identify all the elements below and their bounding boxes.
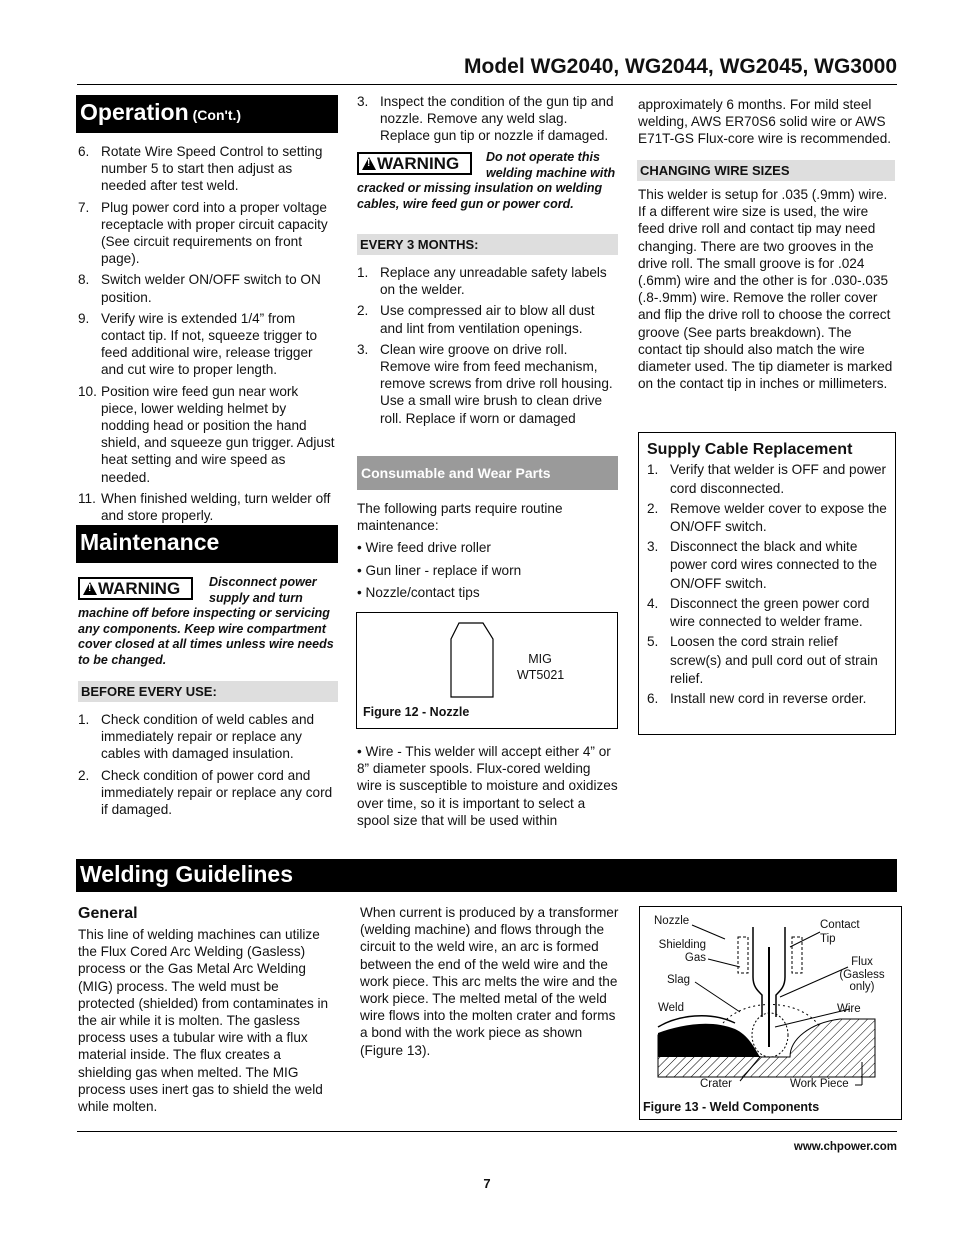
before-every-use-list [78, 711, 336, 822]
warning-icon [83, 582, 97, 595]
changing-wire-heading: CHANGING WIRE SIZES [637, 160, 895, 181]
page-title: Model WG2040, WG2044, WG2045, WG3000 [464, 55, 897, 78]
wire-paragraph: • Wire - This welder will accept either 4” or 8” diameter spools. Flux-cored welding wire is susceptible to moisture and oxidizes over time, so it is important to select a spool size that will be used within [357, 744, 618, 828]
list-item: 3. Clean wire groove on drive roll. Remove wire from feed mechanism, remove screws from drive roll housing. Use a small wire brush to clean drive roll. Replace if worn or damaged [357, 341, 613, 426]
list-item: 4. Disconnect the green power cord wire connected to welder frame. [647, 595, 870, 630]
nozzle-drawing [447, 621, 497, 701]
list-item: 2. Remove welder cover to expose the ON/OFF switch. [647, 500, 887, 535]
list-item: 7. Plug power cord into a proper voltage receptacle with proper circuit capacity (See circuit requirements on front page). [78, 199, 328, 267]
header-rule [77, 84, 897, 85]
consumable-intro: The following parts require routine maintenance: [357, 501, 563, 534]
label-flux: Flux (Gasless only) [839, 956, 885, 993]
list-item: 9. Verify wire is extended 1/4” from contact tip. If not, squeeze trigger to feed additional wire, release trigger and cut wire to proper length. [78, 310, 318, 378]
list-item: 2. Use compressed air to blow all dust and lint from ventilation openings. [357, 303, 595, 336]
changing-wire-text: This welder is setup for .035 (.9mm) wire. If a different wire size is used, the wire feed drive roll and contact tip may need changing. There are two grooves in the drive roll. The small groove is for .024 (.6mm) wire and the other is for .030-.035 (.8-.9mm) wire. Remove the roller cover and flip the drive roll to choose the correct groove (See parts breakdown). The contact tip should also match the wire diameter used. The tip diameter is marked on the contact tip in inches or millimeters. [638, 187, 893, 392]
maintenance-heading: Maintenance [76, 525, 338, 563]
list-item: 1. Check condition of weld cables and immediately repair or replace any cables with damaged insulation. [78, 712, 315, 762]
supply-cable-list [647, 461, 887, 708]
nozzle-label: MIG WT5021 [517, 652, 565, 682]
operation-steps [78, 143, 336, 528]
warning-badge: ! WARNING [357, 152, 472, 175]
figure-12-caption: Figure 12 - Nozzle [363, 705, 470, 719]
list-item: 2. Check condition of power cord and immediately repair or replace any cord if damaged. [78, 767, 333, 818]
every-3-months-heading: EVERY 3 MONTHS: [357, 234, 618, 255]
before-every-use-heading: BEFORE EVERY USE: [78, 681, 338, 702]
label-nozzle: Nozzle [654, 915, 690, 927]
footer-url[interactable]: www.chpower.com [793, 1141, 897, 1153]
label-work-piece: Work Piece [790, 1078, 849, 1090]
warning-icon [362, 157, 376, 170]
gun-tip-item [357, 93, 616, 149]
label-crater: Crater [700, 1078, 732, 1090]
figure-13 [639, 906, 902, 1120]
operate-warning: ! WARNING Do not operate this welding machine with cracked or missing insulation on welding cables, wire feed gun or power cord. [357, 150, 617, 212]
footer-rule [77, 1131, 897, 1132]
label-slag: Slag [667, 974, 691, 986]
figure-12 [356, 612, 618, 729]
label-wire: Wire [837, 1003, 861, 1015]
label-contact-tip: Contact Tip [820, 919, 860, 945]
list-item: 8. Switch welder ON/OFF switch to ON position. [78, 272, 321, 305]
list-item: • Wire feed drive roller [357, 540, 491, 556]
list-item: 6. Rotate Wire Speed Control to setting number 5 to start then adjust as needed after test weld. [78, 144, 323, 194]
operation-heading [76, 95, 338, 133]
general-text: This line of welding machines can utilize the Flux Cored Arc Welding (Gasless) process or the Gas Metal Arc Welding (MIG) process. The weld must be protected (shielded) from contaminates in the air while it is molten. The gasless process uses a tubular wire with a flux material inside. The flux creates a shielding gas when melted. The MIG process uses inert gas to shield the weld while molten. [78, 927, 329, 1115]
general-title: General [78, 905, 138, 922]
list-item: 3. Inspect the condition of the gun tip and nozzle. Remove any weld slag. Replace gun tip or nozzle if damaged. [357, 94, 614, 144]
page-number: 7 [483, 1176, 491, 1191]
operation-title: Operation [80, 99, 189, 125]
list-item: • Gun liner - replace if worn [357, 562, 522, 578]
label-shielding-gas: Shielding Gas [658, 939, 706, 964]
list-item: 3. Disconnect the black and white power cord wires connected to the ON/OFF switch. [647, 539, 878, 591]
supply-cable-title: Supply Cable Replacement [647, 441, 853, 458]
consumable-heading: Consumable and Wear Parts [357, 456, 618, 490]
operation-cont: (Con't.) [192, 107, 242, 123]
label-weld: Weld [658, 1002, 684, 1014]
list-item: 5. Loosen the cord strain relief screw(s) and pull cord out of strain relief. [647, 634, 878, 687]
supply-cable-box [638, 432, 896, 735]
wire-continued: approximately 6 months. For mild steel welding, AWS ER70S6 solid wire or AWS E71T-GS Flux-core wire is recommended. [638, 97, 892, 147]
list-item: • Nozzle/contact tips [357, 584, 480, 600]
list-item: 1. Replace any unreadable safety labels on the welder. [357, 265, 607, 298]
list-item: 10. Position wire feed gun near work piece, lower welding helmet by nodding head or position the hand shield, and squeeze gun trigger. Adjust heat setting and wire speed as needed. [78, 383, 335, 485]
list-item: 1. Verify that welder is OFF and power cord disconnected. [647, 462, 887, 496]
every-3-months-list [357, 264, 616, 431]
current-text: When current is produced by a transformer (welding machine) and flows through the circuit to the weld wire, an arc is formed between the end of the weld wire and the work piece. This arc melts the wire and the work piece. The melted metal of the weld wire flows into the molten crater and forms a bond with the work piece as shown (Figure 13). [360, 905, 619, 1058]
figure-13-caption: Figure 13 - Weld Components [643, 1100, 820, 1114]
consumable-section [357, 500, 616, 606]
list-item: 6. Install new cord in reverse order. [647, 691, 867, 707]
maintenance-warning: ! WARNING Disconnect power supply and turn machine off before inspecting or servicing any components. Keep wire compartment cover closed at all times unless wire needs to be changed. [78, 575, 338, 668]
welding-guidelines-heading: Welding Guidelines [76, 859, 897, 892]
list-item: 11. When finished welding, turn welder off and store properly. [78, 490, 331, 524]
warning-badge: ! WARNING [78, 577, 193, 600]
